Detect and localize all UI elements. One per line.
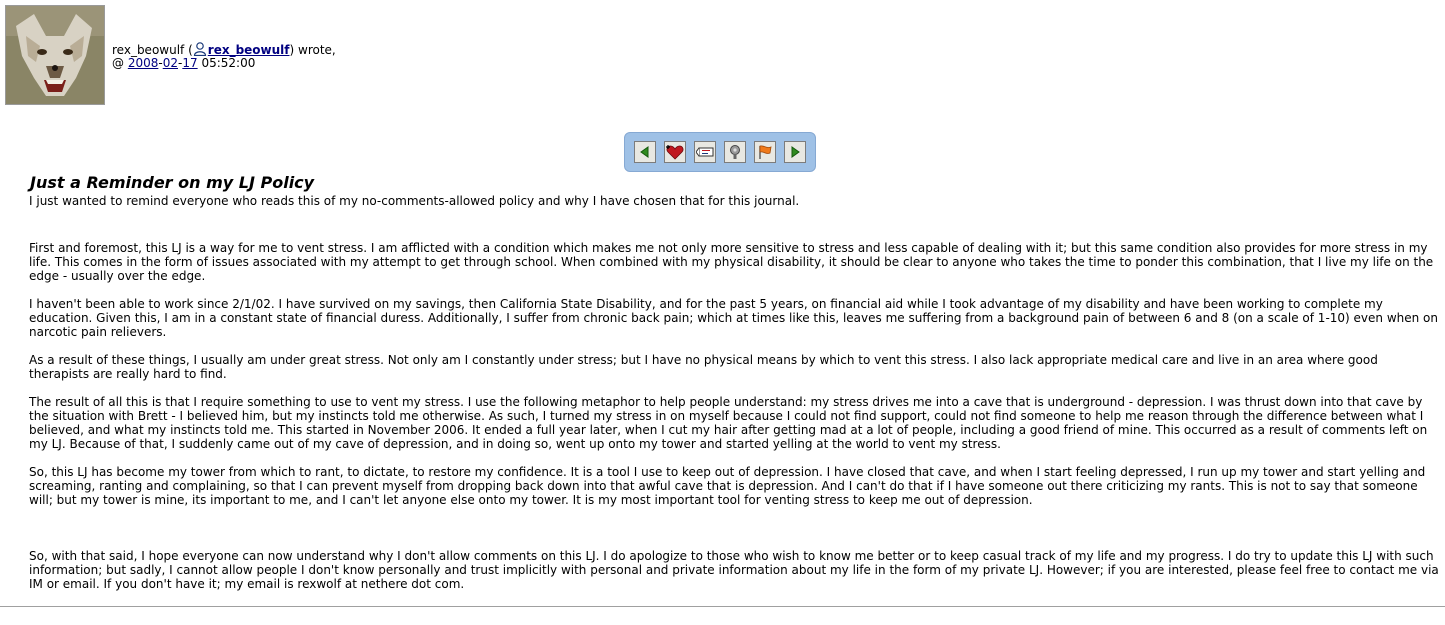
entry-paragraph-4: The result of all this is that I require something to use to vent my stress. I use the following metaphor to help people understand: my stress drives me into a cave that is underground - depression. I was thrust down into that cave by the situation with Brett - I believed him, but my instincts told me otherwise. As such, I turned my stress in on myself because I could not find support, could not find someone to help me reason through the difference between what I believed, and what my instincts told me. This started in November 2006. It ended a full year later, when I cut my hair after getting mad at a lot of people, including a good friend of mine. This occurred as a result of comments left on my LJ. Because of that, I suddenly came out of my cave of depression, and in doing so, went up onto my tower and started yelling at the world to vent my stress. (29, 395, 1428, 451)
entry-body (29, 194, 1441, 591)
user-profile-link[interactable]: rex_beowulf (207, 43, 290, 57)
entry-paragraph-2: I haven't been able to work since 2/1/02. I have survived on my savings, then California State Disability, and for the past 5 years, on financial aid while I took advantage of my disability and have been working to complete my education. Given this, I am in a constant state of financial duress. Additionally, I suffer from chronic back pain; which at times like this, leaves me suffering from a background pain of between 6 and 8 (on a scale of 1-10) even when on narcotic pain relievers. (29, 297, 1438, 339)
entry-title: Just a Reminder on my LJ Policy (30, 173, 315, 192)
date-year-link[interactable]: 2008 (127, 56, 159, 70)
add-to-memories-button[interactable] (664, 141, 686, 163)
track-entry-button[interactable] (724, 141, 746, 163)
next-entry-button[interactable] (784, 141, 806, 163)
add-to-memories-heart-icon (666, 144, 684, 160)
flag-entry-icon (757, 144, 773, 160)
wolf-avatar-image (6, 6, 104, 104)
footer-divider (0, 606, 1445, 607)
entry-paragraph-6: So, with that said, I hope everyone can now understand why I don't allow comments on this LJ. I do apologize to those who wish to know me better or to keep casual track of my life and my progress. I do try to update this LJ with such information; but sadly, I cannot allow people I don't know personally and trust implicitly with personal and private information about my life in the form of my private LJ. However; if you are interested, please feel free to contact me via IM or email. If you don't have it; my email is rexwolf at nethere dot com. (29, 549, 1439, 591)
entry-paragraph-3: As a result of these things, I usually am under great stress. Not only am I constantly under stress; but I have no physical means by which to vent this stress. I also lack appropriate medical care and live in an area where good therapists are really hard to find. (29, 353, 1378, 381)
avatar (5, 5, 105, 105)
track-entry-icon (728, 144, 742, 160)
entry-intro: I just wanted to remind everyone who reads this of my no-comments-allowed policy and why I have chosen that for this journal. (29, 194, 800, 208)
entry-time: 05:52:00 (201, 56, 256, 70)
date-day-link[interactable]: 17 (182, 56, 198, 70)
entry-paragraph-5: So, this LJ has become my tower from which to rant, to dictate, to restore my confidence. It is a tool I use to keep out of depression. I have closed that cave, and when I start feeling depressed, I run up my tower and start yelling and screaming, ranting and complaining, so that I can prevent myself from dropping back down into that awful cave that is depression. And I can't do that if I have someone out there criticizing my rants. This is not to say that someone will; but my tower is mine, its important to me, and I can't let anyone else onto my tower. It is my most important tool for venting stress to keep me out of depression. (29, 465, 1426, 507)
next-entry-arrow-icon (788, 145, 802, 159)
poster-username: rex_beowulf (112, 43, 185, 57)
tag-entry-button[interactable] (694, 141, 716, 163)
entry-paragraph-1: First and foremost, this LJ is a way for me to vent stress. I am afflicted with a condition which makes me not only more sensitive to stress and less capable of dealing with it; but this same condition also provides for more stress in my life. This comes in the form of issues associated with my attempt to get through school. When combined with my physical disability, it should be clear to anyone who takes the time to ponder this combination, that I live my life on the edge - usually over the edge. (29, 241, 1434, 283)
entry (30, 174, 1442, 192)
flag-entry-button[interactable] (754, 141, 776, 163)
date-month-link[interactable]: 02 (162, 56, 178, 70)
wrote-text: ) wrote, (289, 43, 336, 57)
previous-entry-button[interactable] (634, 141, 656, 163)
entry-toolbar (624, 132, 816, 172)
previous-entry-arrow-icon (638, 145, 652, 159)
tag-entry-icon (696, 146, 714, 158)
entry-header: rex_beowulf ( rex_beowulf) wrote, @ 2008-02-17 05:52:00 (112, 43, 336, 70)
at-symbol: @ (112, 56, 128, 70)
user-profile-icon[interactable] (193, 42, 208, 56)
